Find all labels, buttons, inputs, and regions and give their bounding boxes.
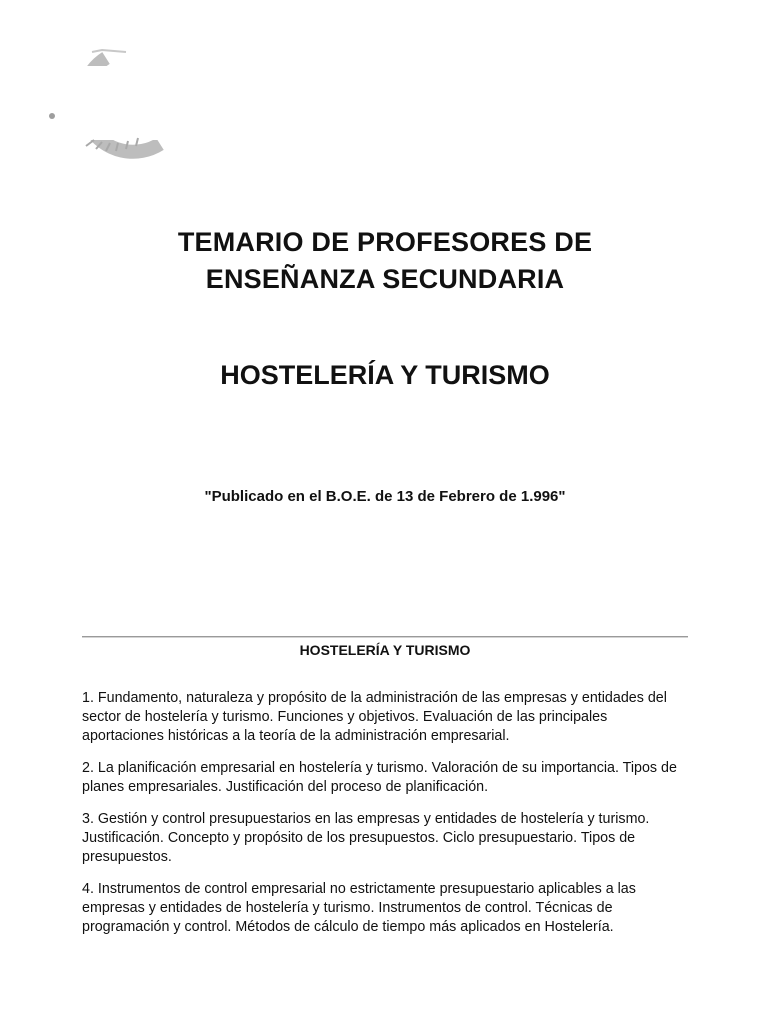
- topic-item: 4. Instrumentos de control empresarial no estrictamente presupuestario aplicables a las empresas y entidades de hostelería y turismo. Instrumentos de control. Técnicas de programación y control. Métodos de cálculo de tiempo más aplicados en Hostelería.: [82, 881, 636, 935]
- publication-note: "Publicado en el B.O.E. de 13 de Febrero de 1.996": [204, 488, 566, 505]
- main-title: [0, 224, 770, 298]
- topic-item: 1. Fundamento, naturaleza y propósito de la administración de las empresas y entidades del sector de hostelería y turismo. Funciones y objetivos. Evaluación de las principales aportaciones históricas a la teoría de la administración empresarial.: [82, 690, 667, 744]
- subject-title: HOSTELERÍA Y TURISMO: [220, 360, 550, 390]
- document-seal-logo-icon: [44, 48, 164, 160]
- topic-list: [82, 689, 688, 950]
- topic-item: 3. Gestión y control presupuestarios en las empresas y entidades de hostelería y turismo. Justificación. Concepto y propósito de los presupuestos. Ciclo presupuestario. Tipos de presupuestos.: [82, 811, 650, 865]
- divider: [82, 636, 688, 638]
- main-title-line-1: TEMARIO DE PROFESORES DE: [177, 227, 593, 257]
- section-heading: HOSTELERÍA Y TURISMO: [299, 642, 471, 658]
- main-title-line-2: ENSEÑANZA SECUNDARIA: [205, 264, 565, 294]
- document-title: [0, 224, 770, 298]
- topic-item: 2. La planificación empresarial en hostelería y turismo. Valoración de su importancia. Tipos de planes empresariales. Justificación del proceso de planificación.: [82, 760, 677, 795]
